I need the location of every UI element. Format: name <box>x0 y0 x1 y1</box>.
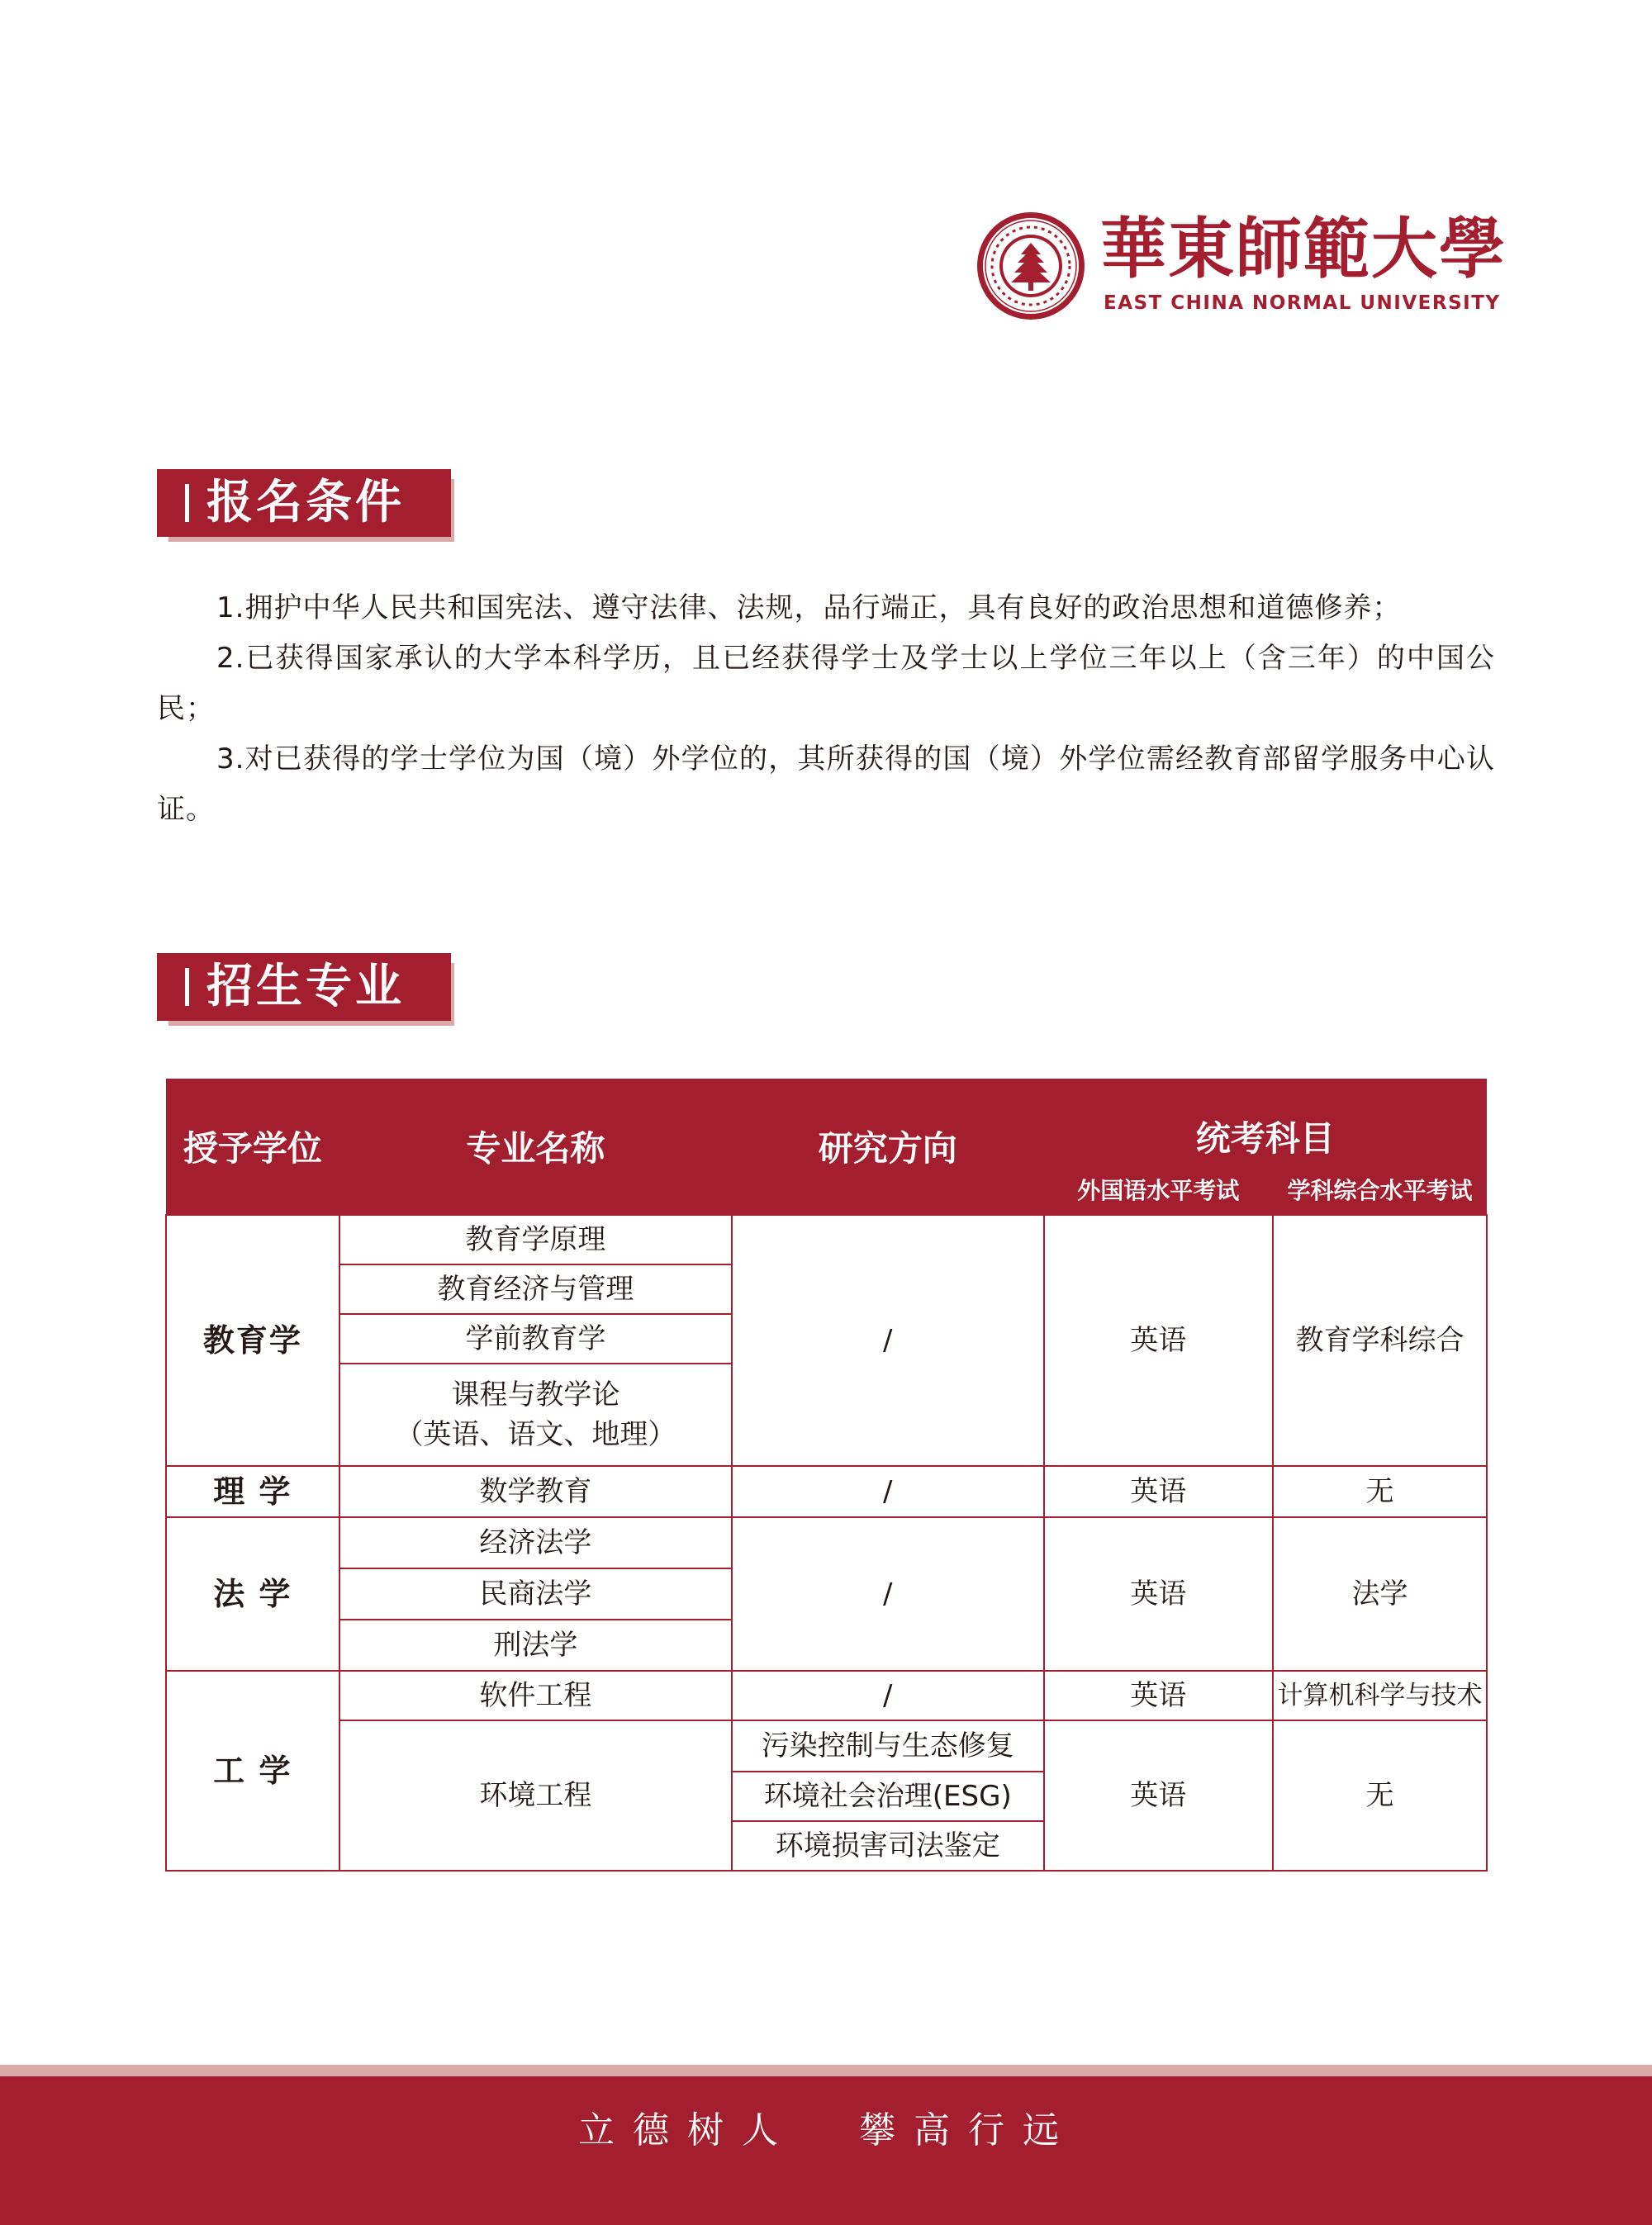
subject-exam-cell: 法学 <box>1273 1517 1487 1671</box>
degree-cell: 法 学 <box>166 1517 339 1671</box>
major-note: （英语、语文、地理） <box>395 1418 676 1451</box>
table-row <box>166 1215 1487 1264</box>
direction-cell: / <box>732 1517 1044 1671</box>
major-cell: 环境工程 <box>339 1720 732 1871</box>
section-title: 招生专业 <box>206 960 405 1013</box>
ecnu-seal-icon <box>975 210 1087 322</box>
university-name-cn: 華東師範大學 <box>1100 210 1507 287</box>
subject-exam-cell: 无 <box>1273 1720 1487 1871</box>
header-exam-subject: 学科综合水平考试 <box>1273 1165 1487 1215</box>
direction-cell: 环境社会治理(ESG) <box>732 1772 1044 1821</box>
requirement-item: 3.对已获得的学士学位为国（境）外学位的，其所获得的国（境）外学位需经教育部留学服务中心认证。 <box>157 742 1495 826</box>
subject-exam-cell: 计算机科学与技术 <box>1273 1671 1487 1720</box>
motto-right: 攀高行远 <box>859 2109 1077 2151</box>
direction-cell: / <box>732 1466 1044 1517</box>
lang-exam-cell: 英语 <box>1044 1720 1274 1871</box>
major-cell: 教育学原理 <box>339 1215 732 1264</box>
header-exam-group: 统考科目 <box>1044 1079 1487 1165</box>
footer-accent-line <box>0 2065 1652 2076</box>
footer-band <box>0 2076 1652 2225</box>
lang-exam-cell: 英语 <box>1044 1671 1274 1720</box>
lang-exam-cell: 英语 <box>1044 1517 1274 1671</box>
banner-box <box>157 469 451 537</box>
major-cell: 数学教育 <box>339 1466 732 1517</box>
direction-cell: / <box>732 1215 1044 1466</box>
major-cell: 经济法学 <box>339 1517 732 1568</box>
requirements-list <box>157 583 1495 835</box>
subject-exam-cell: 教育学科综合 <box>1273 1215 1487 1466</box>
table-header-row <box>166 1079 1487 1165</box>
banner-bar <box>185 484 189 522</box>
direction-cell: / <box>732 1671 1044 1720</box>
table-row <box>166 1671 1487 1720</box>
direction-cell: 环境损害司法鉴定 <box>732 1821 1044 1871</box>
subject-exam-cell: 无 <box>1273 1466 1487 1517</box>
header-degree: 授予学位 <box>166 1079 339 1215</box>
motto-left: 立德树人 <box>578 2109 796 2151</box>
banner-bar <box>185 968 189 1006</box>
major-name: 课程与教学论 <box>451 1378 620 1411</box>
section-banner-majors <box>157 953 454 1026</box>
table-row <box>166 1720 1487 1772</box>
section-banner-requirements <box>157 469 454 542</box>
degree-cell: 理 学 <box>166 1466 339 1517</box>
major-cell: 教育经济与管理 <box>339 1264 732 1314</box>
major-cell: 学前教育学 <box>339 1314 732 1364</box>
major-cell <box>339 1364 732 1466</box>
university-logo <box>975 208 1507 324</box>
direction-cell: 污染控制与生态修复 <box>732 1720 1044 1772</box>
lang-exam-cell: 英语 <box>1044 1215 1274 1466</box>
major-cell: 民商法学 <box>339 1568 732 1620</box>
major-cell: 软件工程 <box>339 1671 732 1720</box>
header-direction: 研究方向 <box>732 1079 1044 1215</box>
requirement-item: 2.已获得国家承认的大学本科学历，且已经获得学士及学士以上学位三年以上（含三年）的中国公民； <box>157 642 1495 725</box>
degree-cell: 教育学 <box>166 1215 339 1466</box>
degree-cell: 工 学 <box>166 1671 339 1871</box>
requirement-item: 1.拥护中华人民共和国宪法、遵守法律、法规，品行端正，具有良好的政治思想和道德修养； <box>216 591 1402 624</box>
university-name-en: EAST CHINA NORMAL UNIVERSITY <box>1104 292 1501 314</box>
majors-table <box>165 1079 1488 1872</box>
table-row <box>166 1466 1487 1517</box>
major-cell: 刑法学 <box>339 1620 732 1671</box>
header-exam-lang: 外国语水平考试 <box>1044 1165 1274 1215</box>
table-row <box>166 1517 1487 1568</box>
section-title: 报名条件 <box>206 476 405 529</box>
banner-box <box>157 953 451 1021</box>
lang-exam-cell: 英语 <box>1044 1466 1274 1517</box>
header-major: 专业名称 <box>339 1079 732 1215</box>
